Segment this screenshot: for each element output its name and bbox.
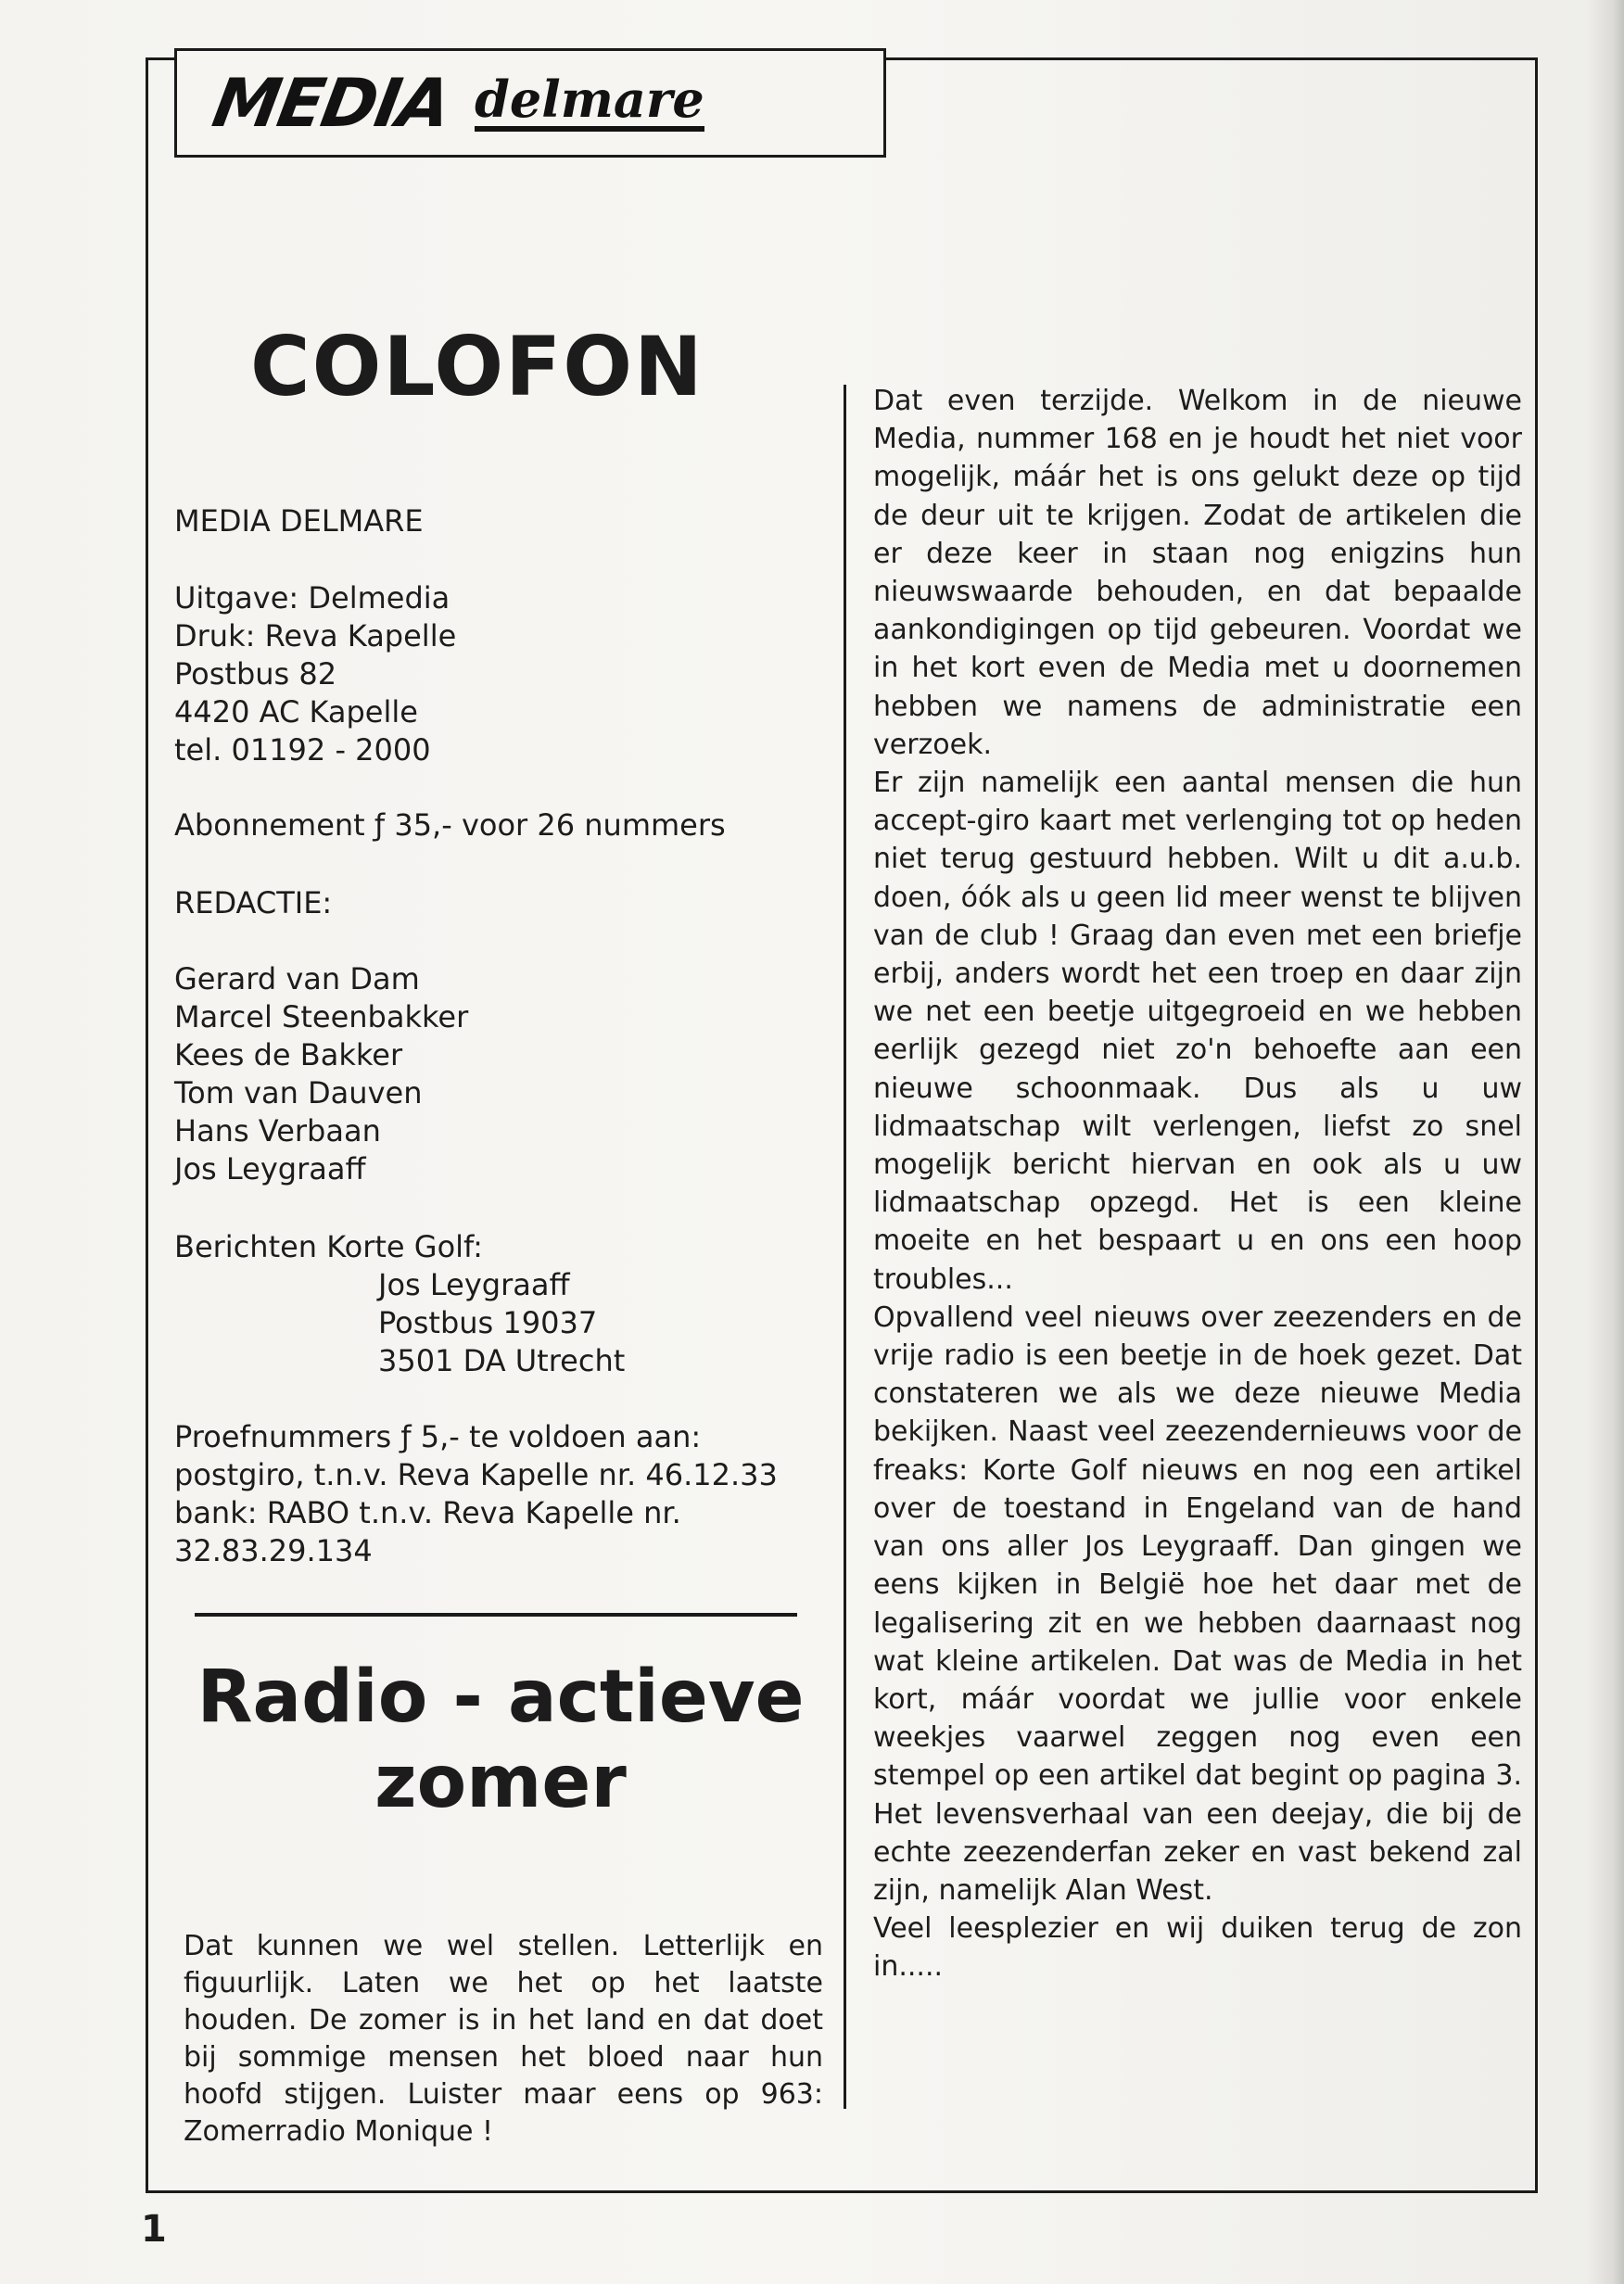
samples-line: bank: RABO t.n.v. Reva Kapelle nr. bbox=[174, 1495, 681, 1530]
colofon-heading: COLOFON bbox=[250, 319, 704, 414]
subscription-text: Abonnement ƒ 35,- voor 26 nummers bbox=[174, 807, 726, 843]
sample-issues-info bbox=[174, 1418, 823, 1570]
article-title-line1: Radio - actieve bbox=[197, 1656, 805, 1739]
editorial-paragraph: Veel leesplezier en wij duiken terug de zon in..... bbox=[873, 1912, 1522, 1984]
samples-line: Proefnummers ƒ 5,- te voldoen aan: bbox=[174, 1419, 702, 1454]
subscription-info bbox=[174, 806, 823, 844]
editorial-paragraph: Dat even terzijde. Welkom in de nieuwe Media, nummer 168 en je houdt het niet voor mogelijk, máár het is ons gelukt deze op tijd de deur uit te krijgen. Zodat de artikelen die er deze keer in staan nog enigzins hun nieuwswaarde behouden, en dat bepaalde aankondigingen op tijd gebeuren. Voordat we in het kort even de Media met u doornemen hebben we namens de administratie een verzoek. bbox=[873, 385, 1522, 761]
editorial-heading bbox=[174, 884, 823, 922]
column-divider bbox=[844, 385, 846, 2109]
logo-delmare-text: delmare bbox=[475, 74, 704, 132]
publication-name bbox=[174, 502, 823, 540]
editor-name: Jos Leygraaff bbox=[174, 1151, 366, 1186]
article-body: Dat kunnen we wel stellen. Letterlijk en figuurlijk. Laten we het op het laatste houden. De zomer is in het land en dat doet bij sommige mensen het bloed naar hun hoofd stijgen. Luister maar eens op 963: Zomerradio Monique ! bbox=[184, 1930, 823, 2148]
logo-media-text: MEDIA bbox=[207, 64, 456, 142]
shortwave-address-line: Postbus 19037 bbox=[378, 1305, 598, 1340]
address-line: tel. 01192 - 2000 bbox=[174, 732, 431, 768]
samples-line: postgiro, t.n.v. Reva Kapelle nr. 46.12.33 bbox=[174, 1457, 778, 1492]
address-line: 4420 AC Kapelle bbox=[174, 694, 418, 730]
editorial-paragraph: Opvallend veel nieuws over zeezenders en de vrije radio is een beetje in de hoek gezet. Dat constateren we als we deze nieuwe Media bekijken. Naast veel zeezendernieuws voor de freaks: Korte Golf nieuws en nog een artikel over de toestand in Engeland van de hand van ons aller Jos Leygraaff. Dan gingen we eens kijken in België hoe het daar met de legalisering zit en we hebben daarnaast nog wat kleine artikelen. Dat was de Media in het kort, máár voordat we jullie voor enkele weekjes vaarwel zeggen nog even een stempel op een artikel dat begint op pagina 3. Het levensverhaal van een deejay, die bij de echte zeezenderfan zeker en vast bekend zal zijn, namelijk Alan West. bbox=[873, 1301, 1522, 1907]
address-line: Postbus 82 bbox=[174, 656, 337, 692]
masthead-logo bbox=[174, 48, 886, 158]
editor-name: Gerard van Dam bbox=[174, 961, 420, 996]
editors-list bbox=[174, 960, 823, 1188]
editorial-paragraph: Er zijn namelijk een aantal mensen die hun accept-giro kaart met verlenging tot op heden niet terug gestuurd hebben. Wilt u dit a.u.b. doen, óók als u geen lid meer wenst te blijven van de club ! Graag dan even met een briefje erbij, anders wordt het een troep en daar zijn we net een beetje uitgegroeid en we hebben eerlijk gezegd niet zo'n behoefte aan een nieuwe schoonmaak. Dus als u uw lidmaatschap wilt verlengen, liefst zo snel mogelijk bericht hiervan en ook als u uw lidmaatschap opzegd. Het is een kleine moeite en het bespaart u en ons een hoop troubles... bbox=[873, 767, 1522, 1296]
editor-name: Kees de Bakker bbox=[174, 1037, 403, 1072]
section-divider bbox=[195, 1613, 797, 1617]
article-title-line2: zomer bbox=[374, 1741, 627, 1824]
publisher-address bbox=[174, 579, 823, 769]
samples-line: 32.83.29.134 bbox=[174, 1533, 373, 1568]
editorial-column bbox=[873, 382, 1522, 1986]
page-number: 1 bbox=[141, 2208, 167, 2251]
address-line: Druk: Reva Kapelle bbox=[174, 618, 457, 653]
shortwave-address-line: 3501 DA Utrecht bbox=[378, 1343, 626, 1378]
editor-name: Hans Verbaan bbox=[174, 1113, 381, 1148]
shortwave-contact bbox=[174, 1228, 823, 1380]
editor-name: Tom van Dauven bbox=[174, 1075, 423, 1110]
editor-name: Marcel Steenbakker bbox=[174, 999, 469, 1034]
editorial-heading-text: REDACTIE: bbox=[174, 885, 333, 920]
article-title bbox=[167, 1655, 834, 1825]
binding-shadow bbox=[1587, 0, 1624, 2284]
address-line: Uitgave: Delmedia bbox=[174, 580, 450, 615]
publication-name-text: MEDIA DELMARE bbox=[174, 503, 424, 539]
shortwave-address-line: Jos Leygraaff bbox=[378, 1267, 570, 1302]
shortwave-heading: Berichten Korte Golf: bbox=[174, 1229, 483, 1264]
